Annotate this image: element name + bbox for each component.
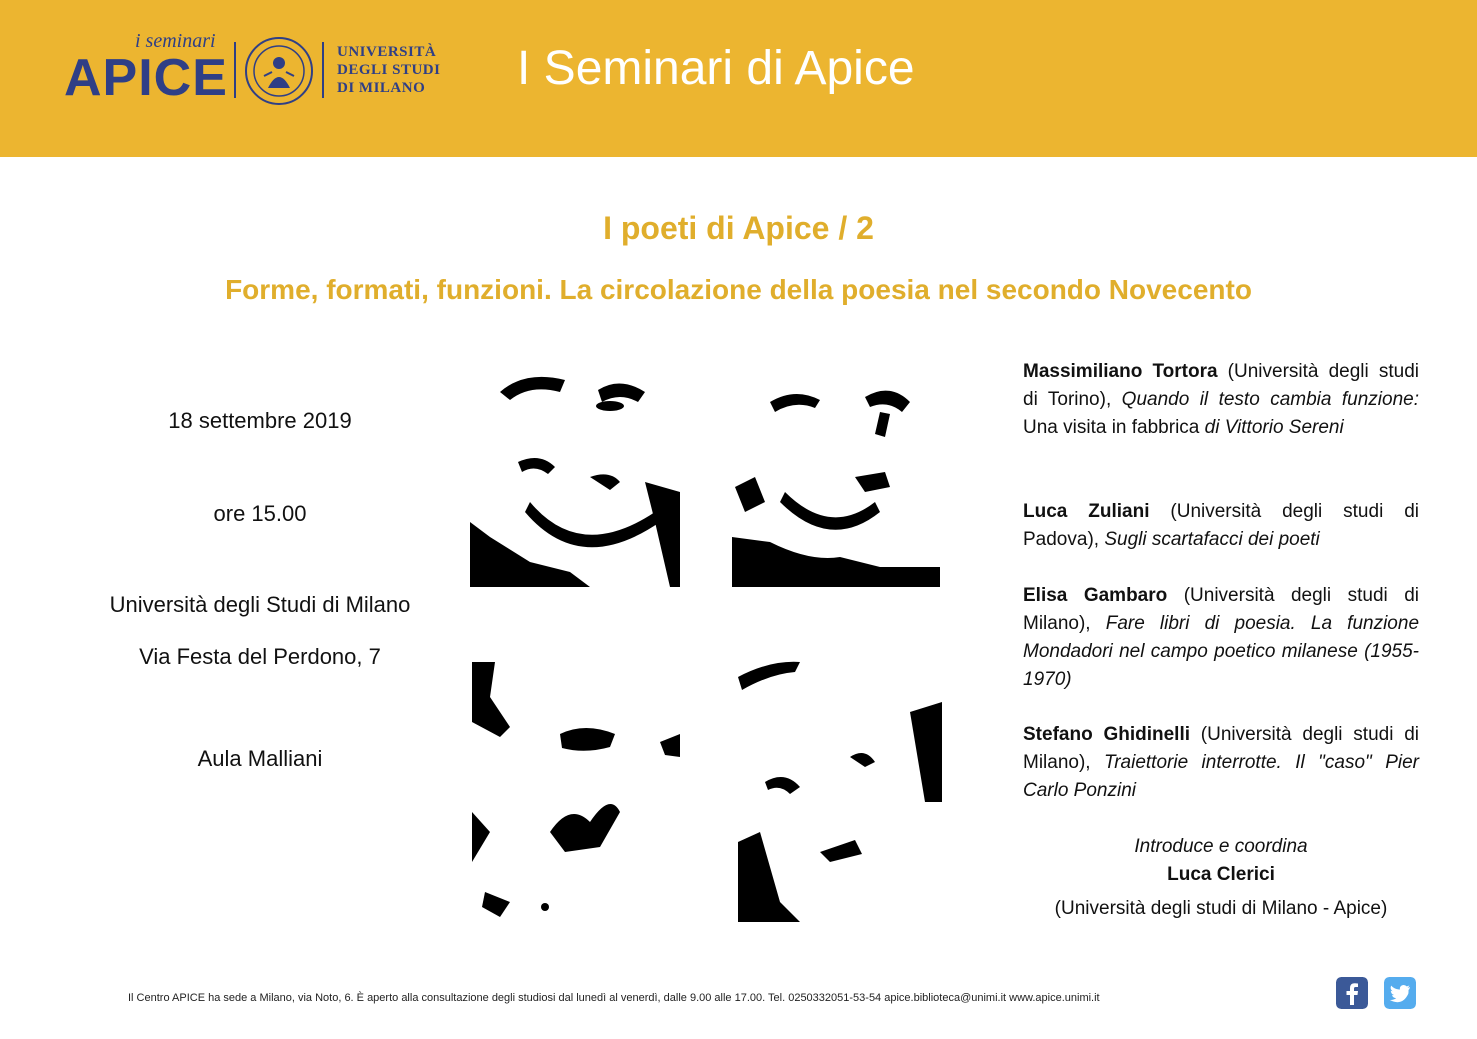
portrait-top-right (732, 391, 940, 587)
speaker-entry (1023, 358, 1419, 442)
talk-title: di Vittorio Sereni (1204, 417, 1344, 438)
header-banner (0, 0, 1477, 157)
talk-title: Fare libri di poesia. La funzione Mondadori nel campo poetico milanese (1955-1970) (1023, 613, 1420, 690)
speaker-entry (1023, 498, 1419, 554)
moderator-name: Luca Clerici (1167, 864, 1275, 885)
talk-title: Traiettorie interrotte. Il "caso" Pier Carlo Ponzini (1023, 752, 1420, 801)
talk-title-plain: Una visita in fabbrica (1023, 417, 1205, 438)
speaker-name: Stefano Ghidinelli (1023, 724, 1191, 745)
footer-info: Il Centro APICE ha sede a Milano, via Noto, 6. È aperto alla consultazione degli studiosi dal lunedì al venerdì, dalle 9.00 alle 17.00. Tel. 0250332051-53-54 apice.biblioteca@unimi.it www.apice.unimi.it (128, 992, 1100, 1004)
speaker-name: Elisa Gambaro (1023, 585, 1168, 606)
moderator-affiliation: (Università degli studi di Milano - Apice) (1054, 898, 1388, 919)
apice-logo: APICE (64, 49, 228, 107)
header-title: I Seminari di Apice (517, 42, 915, 95)
logo-divider (322, 42, 324, 98)
event-subtitle: Forme, formati, funzioni. La circolazione della poesia nel secondo Novecento (225, 274, 1252, 305)
speaker-name: Luca Zuliani (1023, 501, 1150, 522)
speaker-entry (1023, 582, 1419, 694)
speaker-affiliation: (Università degli studi di Torino), (1023, 361, 1420, 410)
twitter-icon[interactable] (1384, 977, 1416, 1009)
event-time: ore 15.00 (213, 501, 307, 526)
event-room: Aula Malliani (197, 746, 323, 771)
speaker-affiliation: (Università degli studi di Milano), (1023, 585, 1419, 634)
speaker-entry (1023, 721, 1419, 805)
university-line: UNIVERSITÀ (337, 44, 437, 60)
speaker-affiliation: (Università degli studi di Milano), (1023, 724, 1419, 773)
poets-portraits-illustration (470, 362, 945, 924)
event-title: I poeti di Apice / 2 (603, 210, 874, 246)
speaker-name: Massimiliano Tortora (1023, 361, 1218, 382)
moderator-intro: Introduce e coordina (1134, 836, 1308, 857)
logo-divider (234, 42, 236, 98)
university-seal-icon (244, 36, 314, 106)
event-address: Via Festa del Perdono, 7 (139, 644, 381, 669)
event-date: 18 settembre 2019 (168, 408, 352, 433)
event-venue: Università degli Studi di Milano (109, 592, 411, 617)
speaker-affiliation: (Università degli studi di Padova), (1023, 501, 1419, 550)
portrait-bottom-left (472, 662, 680, 917)
logo-subtitle: i seminari (135, 30, 216, 52)
facebook-icon[interactable] (1336, 977, 1368, 1009)
portrait-bottom-right (738, 662, 942, 922)
talk-title: Quando il testo cambia funzione: (1121, 389, 1420, 410)
talk-title: Sugli scartafacci dei poeti (1104, 529, 1320, 550)
university-name (337, 43, 440, 97)
portrait-top-left (470, 377, 680, 587)
university-line: DI MILANO (337, 80, 426, 96)
university-line: DEGLI STUDI (337, 62, 441, 78)
